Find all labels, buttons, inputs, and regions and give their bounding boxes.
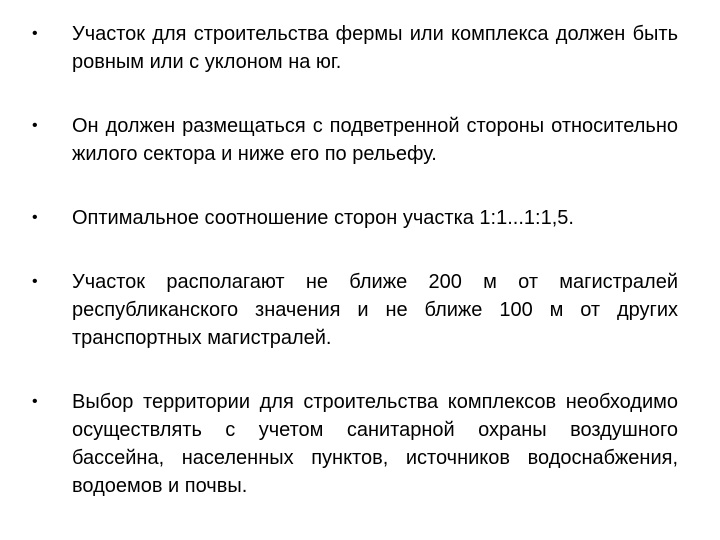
list-item [32, 204, 678, 232]
list-item [32, 20, 678, 76]
list-item-text: Участок для строительства фермы или комплекса должен быть ровным или с уклоном на юг. [72, 23, 678, 73]
list-item-text: Выбор территории для строительства комплексов необходимо осуществлять с учетом санитарной охраны воздушного бассейна, населенных пунктов, источников водоснабжения, водоемов и почвы. [72, 391, 678, 497]
list-item-text: Он должен размещаться с подветренной стороны относительно жилого сектора и ниже его по рельефу. [72, 115, 678, 165]
bullet-icon: • [32, 209, 38, 226]
bullet-icon: • [32, 25, 38, 42]
list-item [32, 112, 678, 168]
list-item-text: Участок располагают не ближе 200 м от магистралей республиканского значения и не ближе 100 м от других транспортных магистралей. [72, 271, 678, 349]
list-item-text: Оптимальное соотношение сторон участка 1:1...1:1,5. [72, 207, 574, 229]
bullet-icon: • [32, 117, 38, 134]
bullet-icon: • [32, 273, 38, 290]
list-item [32, 388, 678, 500]
bullet-icon: • [32, 393, 38, 410]
list-item [32, 268, 678, 352]
bullet-list [32, 20, 678, 500]
